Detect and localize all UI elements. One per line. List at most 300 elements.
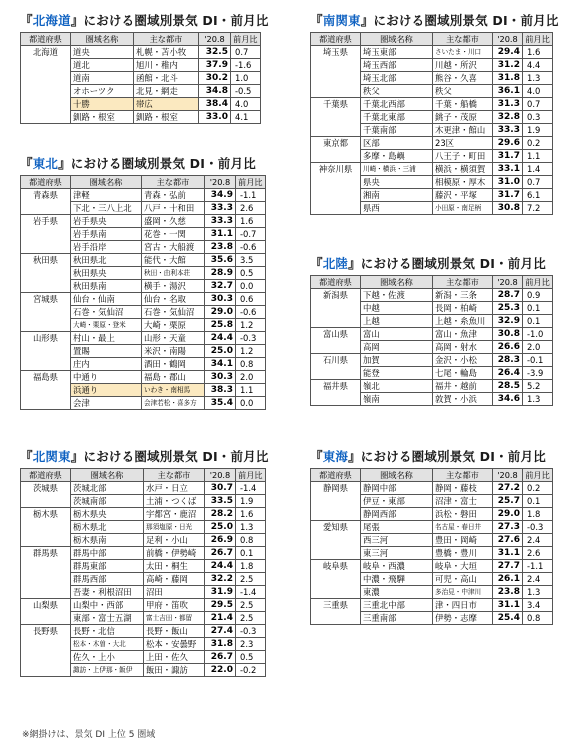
table-row — [21, 625, 266, 638]
city-cell: 小田原・南足柄 — [433, 202, 493, 215]
header-city: 主な都市 — [134, 33, 199, 46]
city-cell: 伊勢・志摩 — [433, 612, 493, 625]
change-cell: 0.8 — [236, 534, 266, 547]
city-cell: 千葉・船橋 — [433, 98, 493, 111]
city-cell: 銚子・茂原 — [433, 111, 493, 124]
prefecture-cell — [21, 319, 71, 332]
header-pref: 都道府県 — [311, 276, 361, 289]
city-cell: 上田・佐久 — [144, 651, 205, 664]
section-hokkaido — [20, 12, 269, 124]
change-cell: 0.2 — [523, 137, 553, 150]
zone-cell: 釧路・根室 — [71, 111, 134, 124]
table-row — [21, 508, 266, 521]
di-value-cell: 32.7 — [205, 280, 236, 293]
city-cell: 23区 — [433, 137, 493, 150]
di-value-cell: 32.5 — [199, 46, 231, 59]
table-row — [21, 612, 266, 625]
header-zone: 圏域名称 — [71, 33, 134, 46]
change-cell: 0.1 — [523, 495, 553, 508]
city-cell: 足利・小山 — [144, 534, 205, 547]
city-cell: 松本・安曇野 — [144, 638, 205, 651]
change-cell: -0.3 — [236, 332, 266, 345]
prefecture-cell — [311, 508, 361, 521]
prefecture-cell — [21, 59, 71, 72]
header-city: 主な都市 — [433, 276, 493, 289]
change-cell: 1.3 — [236, 521, 266, 534]
prefecture-cell — [311, 124, 361, 137]
prefecture-cell — [21, 241, 71, 254]
zone-cell: 群馬東部 — [71, 560, 144, 573]
zone-cell: 庄内 — [71, 358, 142, 371]
prefecture-cell — [311, 111, 361, 124]
footnote: ※網掛けは、景気 DI 上位 5 圏域 — [22, 730, 156, 740]
di-value-cell: 23.8 — [493, 586, 523, 599]
change-cell: 0.1 — [236, 547, 266, 560]
di-value-cell: 22.0 — [205, 664, 236, 677]
zone-cell: 高岡 — [361, 341, 433, 354]
di-value-cell: 23.8 — [205, 241, 236, 254]
prefecture-cell — [21, 397, 71, 410]
di-value-cell: 32.8 — [493, 111, 523, 124]
change-cell: -0.6 — [236, 241, 266, 254]
prefecture-cell — [311, 189, 361, 202]
change-cell: 1.8 — [523, 508, 553, 521]
city-cell: 藤沢・平塚 — [433, 189, 493, 202]
prefecture-cell: 岩手県 — [21, 215, 71, 228]
di-value-cell: 28.5 — [493, 380, 523, 393]
table-row — [21, 560, 266, 573]
table-row — [311, 111, 553, 124]
header-pref: 都道府県 — [311, 469, 361, 482]
change-cell: 2.5 — [236, 612, 266, 625]
table-row — [311, 150, 553, 163]
zone-cell: 西三河 — [361, 534, 433, 547]
zone-cell: 加賀 — [361, 354, 433, 367]
prefecture-cell — [21, 111, 71, 124]
header-chg: 前月比 — [236, 176, 266, 189]
zone-cell: 道央 — [71, 46, 134, 59]
di-value-cell: 29.0 — [493, 508, 523, 521]
prefecture-cell — [311, 586, 361, 599]
zone-cell: 岩手県央 — [71, 215, 142, 228]
zone-cell: 埼玉北部 — [361, 72, 433, 85]
city-cell: 浜松・磐田 — [433, 508, 493, 521]
di-value-cell: 31.1 — [205, 228, 236, 241]
zone-cell: 仙台・仙南 — [71, 293, 142, 306]
header-zone: 圏域名称 — [361, 469, 433, 482]
city-cell: 青森・弘前 — [142, 189, 205, 202]
di-value-cell: 38.3 — [205, 384, 236, 397]
di-value-cell: 31.8 — [493, 72, 523, 85]
prefecture-cell — [21, 495, 71, 508]
header-chg: 前月比 — [523, 469, 553, 482]
change-cell: 1.2 — [236, 319, 266, 332]
change-cell: 0.8 — [523, 612, 553, 625]
prefecture-cell: 長野県 — [21, 625, 71, 638]
city-cell: 会津若松・喜多方 — [142, 397, 205, 410]
header-pref: 都道府県 — [311, 33, 361, 46]
prefecture-cell — [21, 651, 71, 664]
change-cell: -0.5 — [231, 85, 261, 98]
di-value-cell: 30.8 — [493, 202, 523, 215]
city-cell: 七尾・輪島 — [433, 367, 493, 380]
table-row — [21, 72, 261, 85]
di-value-cell: 31.2 — [493, 59, 523, 72]
zone-cell: 栃木県北 — [71, 521, 144, 534]
zone-cell: オホーツク — [71, 85, 134, 98]
change-cell: 1.6 — [236, 508, 266, 521]
change-cell: 0.3 — [523, 111, 553, 124]
change-cell: 1.3 — [523, 72, 553, 85]
header-chg: 前月比 — [523, 33, 553, 46]
zone-cell: 十勝 — [71, 98, 134, 111]
city-cell: 花巻・一関 — [142, 228, 205, 241]
zone-cell: 東部・富士五湖 — [71, 612, 144, 625]
change-cell: -1.1 — [523, 560, 553, 573]
zone-cell: 静岡西部 — [361, 508, 433, 521]
change-cell: 2.3 — [236, 638, 266, 651]
prefecture-cell — [311, 547, 361, 560]
prefecture-cell — [21, 72, 71, 85]
table-row — [311, 72, 553, 85]
prefecture-cell — [311, 393, 361, 406]
table-row — [311, 560, 553, 573]
table-row — [311, 573, 553, 586]
zone-cell: 松本・木曽・大北 — [71, 638, 144, 651]
zone-cell: 川崎・横浜・三浦 — [361, 163, 433, 176]
di-value-cell: 30.7 — [205, 482, 236, 495]
header-val: '20.8 — [199, 33, 231, 46]
prefecture-cell — [21, 306, 71, 319]
section-tohoku — [20, 155, 266, 410]
prefecture-cell — [21, 573, 71, 586]
prefecture-cell — [311, 85, 361, 98]
prefecture-cell: 秋田県 — [21, 254, 71, 267]
city-cell: 八王子・町田 — [433, 150, 493, 163]
di-value-cell: 24.4 — [205, 560, 236, 573]
di-value-cell: 31.8 — [205, 638, 236, 651]
change-cell: 0.1 — [523, 315, 553, 328]
change-cell: 0.5 — [236, 267, 266, 280]
header-zone: 圏域名称 — [361, 33, 433, 46]
di-value-cell: 26.1 — [493, 573, 523, 586]
change-cell: -0.7 — [236, 228, 266, 241]
zone-cell: 岐阜・西濃 — [361, 560, 433, 573]
header-pref: 都道府県 — [21, 33, 71, 46]
zone-cell: 岩手県南 — [71, 228, 142, 241]
change-cell: 4.0 — [523, 85, 553, 98]
prefecture-cell — [21, 384, 71, 397]
change-cell: 0.7 — [231, 46, 261, 59]
change-cell: 1.3 — [523, 393, 553, 406]
change-cell: -0.1 — [523, 354, 553, 367]
di-value-cell: 29.4 — [493, 46, 523, 59]
section-title: 『北関東』における圏域別景気 DI・前月比 — [20, 449, 269, 464]
table-row — [21, 228, 266, 241]
prefecture-cell — [21, 98, 71, 111]
prefecture-cell: 神奈川県 — [311, 163, 361, 176]
prefecture-cell: 福島県 — [21, 371, 71, 384]
change-cell: -1.6 — [231, 59, 261, 72]
di-value-cell: 34.8 — [199, 85, 231, 98]
zone-cell: 三重北中部 — [361, 599, 433, 612]
section-kita-kanto — [20, 448, 269, 677]
di-value-cell: 28.3 — [493, 354, 523, 367]
header-city: 主な都市 — [144, 469, 205, 482]
header-row — [21, 469, 266, 482]
zone-cell: 中越 — [361, 302, 433, 315]
city-cell: 土浦・つくば — [144, 495, 205, 508]
prefecture-cell — [21, 280, 71, 293]
city-cell: 釧路・根室 — [134, 111, 199, 124]
di-value-cell: 25.0 — [205, 521, 236, 534]
change-cell: 1.9 — [523, 124, 553, 137]
table-row — [21, 573, 266, 586]
city-cell: 帯広 — [134, 98, 199, 111]
zone-cell: 嶺北 — [361, 380, 433, 393]
city-cell: 米沢・南陽 — [142, 345, 205, 358]
table-row — [311, 367, 553, 380]
city-cell: 大崎・栗原 — [142, 319, 205, 332]
prefecture-cell: 茨城県 — [21, 482, 71, 495]
di-value-cell: 30.3 — [205, 371, 236, 384]
change-cell: -0.3 — [523, 521, 553, 534]
table-row — [311, 508, 553, 521]
change-cell: 2.5 — [236, 599, 266, 612]
table-row — [311, 302, 553, 315]
table-row — [311, 59, 553, 72]
di-value-cell: 31.1 — [493, 547, 523, 560]
table-row — [21, 332, 266, 345]
zone-cell: 置賜 — [71, 345, 142, 358]
prefecture-cell: 栃木県 — [21, 508, 71, 521]
city-cell: 木更津・館山 — [433, 124, 493, 137]
table-row — [21, 599, 266, 612]
table-row — [21, 85, 261, 98]
city-cell: 沼田 — [144, 586, 205, 599]
city-cell: 高岡・射水 — [433, 341, 493, 354]
zone-cell: 嶺南 — [361, 393, 433, 406]
table-row — [311, 599, 553, 612]
zone-cell: 秋田県南 — [71, 280, 142, 293]
di-value-cell: 33.1 — [493, 163, 523, 176]
zone-cell: 秩父 — [361, 85, 433, 98]
city-cell: 飯田・諏訪 — [144, 664, 205, 677]
zone-cell: 埼玉東部 — [361, 46, 433, 59]
prefecture-cell: 三重県 — [311, 599, 361, 612]
change-cell: 0.8 — [236, 358, 266, 371]
city-cell: 八戸・十和田 — [142, 202, 205, 215]
di-value-cell: 38.4 — [199, 98, 231, 111]
prefecture-cell — [21, 85, 71, 98]
city-cell: 新潟・三条 — [433, 289, 493, 302]
change-cell: 1.6 — [523, 46, 553, 59]
zone-cell: 佐久・上小 — [71, 651, 144, 664]
change-cell: -0.3 — [236, 625, 266, 638]
city-cell: 沼津・富士 — [433, 495, 493, 508]
header-row — [311, 276, 553, 289]
city-cell: さいたま・川口 — [433, 46, 493, 59]
table-row — [21, 547, 266, 560]
table-row — [21, 345, 266, 358]
prefecture-cell: 千葉県 — [311, 98, 361, 111]
header-val: '20.8 — [493, 33, 523, 46]
city-cell: 上越・糸魚川 — [433, 315, 493, 328]
table-row — [311, 289, 553, 302]
change-cell: -1.4 — [236, 482, 266, 495]
di-value-cell: 28.9 — [205, 267, 236, 280]
city-cell: 酒田・鶴岡 — [142, 358, 205, 371]
header-val: '20.8 — [205, 176, 236, 189]
zone-cell: 津軽 — [71, 189, 142, 202]
di-value-cell: 27.3 — [493, 521, 523, 534]
change-cell: 0.5 — [236, 651, 266, 664]
table-row — [311, 612, 553, 625]
di-value-cell: 31.3 — [493, 98, 523, 111]
table-row — [21, 306, 266, 319]
table-row — [311, 202, 553, 215]
di-value-cell: 31.0 — [493, 176, 523, 189]
change-cell: 2.4 — [523, 534, 553, 547]
prefecture-cell: 山梨県 — [21, 599, 71, 612]
change-cell: -0.6 — [236, 306, 266, 319]
table-row — [21, 98, 261, 111]
di-value-cell: 30.2 — [199, 72, 231, 85]
header-pref: 都道府県 — [21, 176, 71, 189]
city-cell: 旭川・稚内 — [134, 59, 199, 72]
zone-cell: 群馬西部 — [71, 573, 144, 586]
change-cell: 7.2 — [523, 202, 553, 215]
change-cell: 1.6 — [236, 215, 266, 228]
prefecture-cell: 北海道 — [21, 46, 71, 59]
prefecture-cell — [21, 202, 71, 215]
table-row — [21, 371, 266, 384]
change-cell: 0.0 — [236, 280, 266, 293]
zone-cell: 千葉南部 — [361, 124, 433, 137]
prefecture-cell — [21, 560, 71, 573]
prefecture-cell — [311, 302, 361, 315]
prefecture-cell: 東京都 — [311, 137, 361, 150]
table-row — [311, 521, 553, 534]
city-cell: 太田・桐生 — [144, 560, 205, 573]
prefecture-cell: 埼玉県 — [311, 46, 361, 59]
city-cell: 富士吉田・都留 — [144, 612, 205, 625]
change-cell: 1.3 — [523, 586, 553, 599]
city-cell: 水戸・日立 — [144, 482, 205, 495]
table-row — [311, 341, 553, 354]
city-cell: 石巻・気仙沼 — [142, 306, 205, 319]
city-cell: 北見・網走 — [134, 85, 199, 98]
di-value-cell: 25.3 — [493, 302, 523, 315]
header-chg: 前月比 — [231, 33, 261, 46]
prefecture-cell — [311, 573, 361, 586]
city-cell: 盛岡・久慈 — [142, 215, 205, 228]
zone-cell: 栃木県央 — [71, 508, 144, 521]
change-cell: 1.0 — [231, 72, 261, 85]
zone-cell: 村山・最上 — [71, 332, 142, 345]
table-row — [311, 124, 553, 137]
city-cell: 横手・湯沢 — [142, 280, 205, 293]
city-cell: 秩父 — [433, 85, 493, 98]
change-cell: 1.9 — [236, 495, 266, 508]
table-row — [311, 315, 553, 328]
city-cell: 前橋・伊勢崎 — [144, 547, 205, 560]
prefecture-cell — [311, 315, 361, 328]
change-cell: 3.4 — [523, 599, 553, 612]
table-row — [21, 241, 266, 254]
zone-cell: 県央 — [361, 176, 433, 189]
di-value-cell: 31.1 — [493, 599, 523, 612]
change-cell: 4.0 — [231, 98, 261, 111]
section-title: 『北陸』における圏域別景気 DI・前月比 — [310, 256, 546, 271]
change-cell: -1.0 — [523, 328, 553, 341]
zone-cell: 東三河 — [361, 547, 433, 560]
zone-cell: 茨城南部 — [71, 495, 144, 508]
table-row — [21, 254, 266, 267]
header-city: 主な都市 — [433, 469, 493, 482]
di-value-cell: 25.8 — [205, 319, 236, 332]
table-row — [21, 358, 266, 371]
table-row — [21, 111, 261, 124]
change-cell: 3.5 — [236, 254, 266, 267]
zone-cell: 下越・佐渡 — [361, 289, 433, 302]
city-cell: 静岡・藤枝 — [433, 482, 493, 495]
change-cell: 0.0 — [236, 397, 266, 410]
di-table — [20, 468, 266, 677]
city-cell: 横浜・横須賀 — [433, 163, 493, 176]
zone-cell: 湘南 — [361, 189, 433, 202]
city-cell: 相模原・厚木 — [433, 176, 493, 189]
zone-cell: 茨城北部 — [71, 482, 144, 495]
zone-cell: 県西 — [361, 202, 433, 215]
di-value-cell: 30.8 — [493, 328, 523, 341]
prefecture-cell: 群馬県 — [21, 547, 71, 560]
table-row — [311, 482, 553, 495]
city-cell: 福井・越前 — [433, 380, 493, 393]
city-cell: 那須塩原・日光 — [144, 521, 205, 534]
change-cell: 0.7 — [523, 176, 553, 189]
prefecture-cell — [21, 664, 71, 677]
prefecture-cell — [311, 612, 361, 625]
di-value-cell: 24.4 — [205, 332, 236, 345]
change-cell: -0.2 — [236, 664, 266, 677]
prefecture-cell — [21, 521, 71, 534]
table-row — [21, 586, 266, 599]
table-row — [21, 638, 266, 651]
city-cell: 熊谷・久喜 — [433, 72, 493, 85]
zone-cell: 伊豆・東部 — [361, 495, 433, 508]
zone-cell: 尾張 — [361, 521, 433, 534]
di-value-cell: 26.4 — [493, 367, 523, 380]
prefecture-cell: 岐阜県 — [311, 560, 361, 573]
prefecture-cell — [21, 345, 71, 358]
di-value-cell: 26.7 — [205, 651, 236, 664]
di-value-cell: 30.3 — [205, 293, 236, 306]
zone-cell: 大崎・栗原・登米 — [71, 319, 142, 332]
table-row — [311, 85, 553, 98]
city-cell: 敦賀・小浜 — [433, 393, 493, 406]
table-row — [21, 482, 266, 495]
change-cell: 4.1 — [231, 111, 261, 124]
zone-cell: 諏訪・上伊那・飯伊 — [71, 664, 144, 677]
di-value-cell: 31.7 — [493, 150, 523, 163]
prefecture-cell — [311, 495, 361, 508]
di-value-cell: 35.4 — [205, 397, 236, 410]
table-row — [21, 202, 266, 215]
city-cell: 山形・天童 — [142, 332, 205, 345]
di-table — [310, 275, 553, 406]
table-row — [311, 163, 553, 176]
